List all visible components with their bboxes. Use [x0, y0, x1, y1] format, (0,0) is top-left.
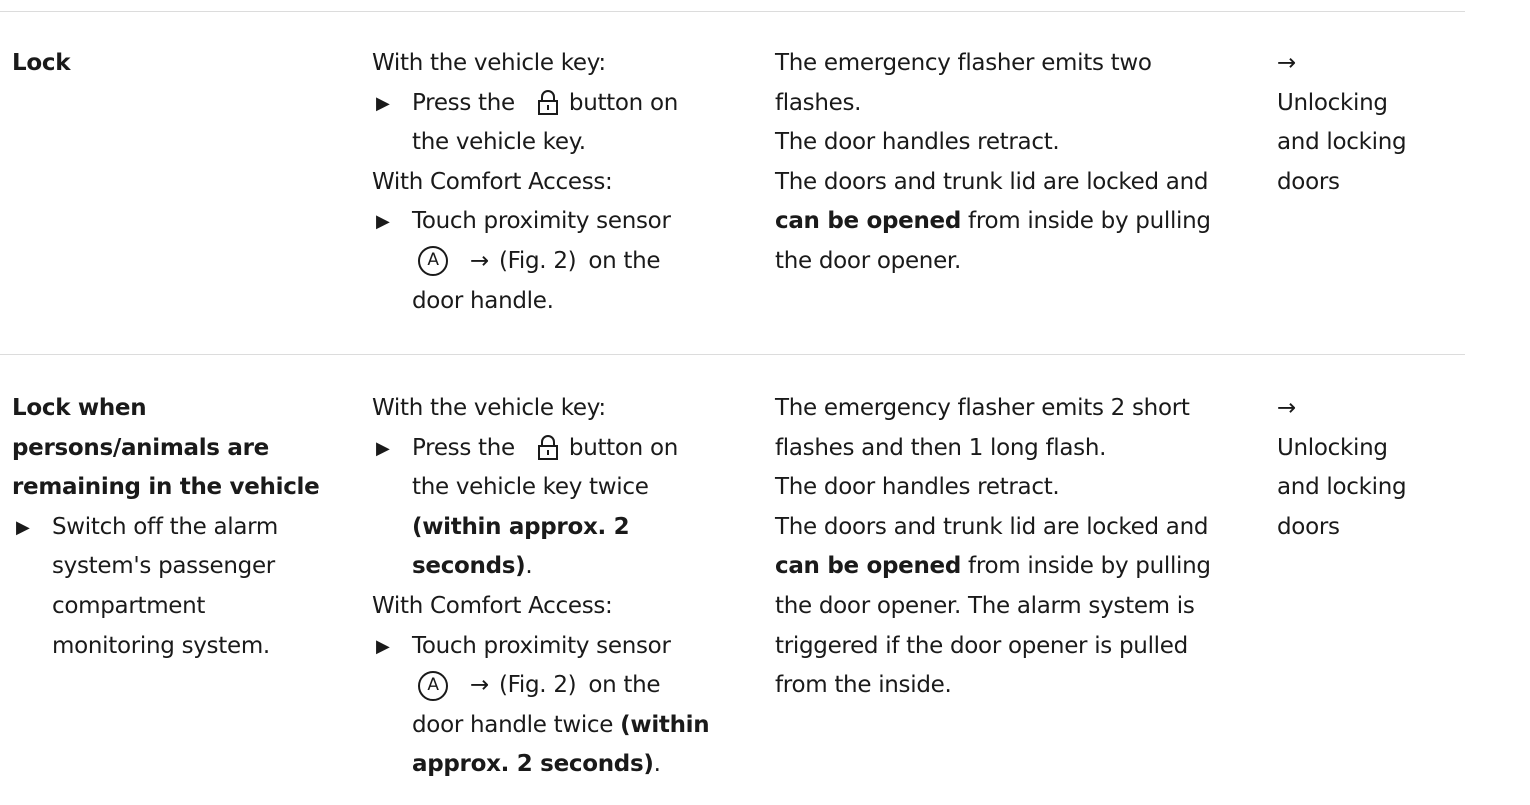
table-top-rule	[0, 11, 1465, 12]
action-title: Lock when	[12, 395, 147, 421]
key-heading: With the vehicle key:	[372, 395, 606, 421]
arrow-right-icon: →	[1277, 395, 1296, 421]
procedure-cell	[372, 389, 712, 785]
arrow-right-icon[interactable]: →	[470, 672, 489, 699]
arrow-right-icon: →	[1277, 50, 1296, 76]
figure-link[interactable]: (Fig. 2)	[498, 672, 577, 699]
lock-icon	[537, 90, 559, 116]
list-item: ▶ Switch off the alarm system's passenger compartment monitoring system.	[12, 508, 292, 666]
arrow-right-icon[interactable]: →	[470, 247, 489, 274]
procedure-cell	[372, 44, 712, 321]
list-item: ▶ Press the button on the vehicle key twice (within approx. 2 seconds).	[372, 429, 712, 587]
action-cell: Lock when persons/animals are remaining in the vehicle ▶ Switch off the alarm system's passenger compartment monitoring system.	[12, 389, 292, 666]
comfort-heading: With Comfort Access:	[372, 592, 613, 619]
lock-icon	[537, 435, 559, 461]
row-divider	[0, 354, 1465, 355]
bullet-icon: ▶	[376, 635, 390, 657]
figure-link[interactable]: (Fig. 2)	[498, 247, 577, 274]
action-cell	[12, 44, 292, 84]
cross-reference-link[interactable]: → Unlocking and locking doors	[1277, 44, 1437, 202]
key-heading: With the vehicle key:	[372, 50, 606, 76]
list-item: ▶ Touch proximity sensor A → (Fig. 2) on the door handle.	[372, 202, 712, 321]
result-cell: The emergency flasher emits two flashes. The door handles retract. The doors and trunk lid are locked and can be opened from inside by pulling the door opener.	[775, 50, 1211, 274]
result-cell: The emergency flasher emits 2 short flashes and then 1 long flash. The door handles retract. The doors and trunk lid are locked and can be opened from inside by pulling the door opener. The alarm system is triggered if the door opener is pulled from the inside.	[775, 395, 1211, 699]
bullet-icon: ▶	[376, 211, 390, 233]
bullet-icon: ▶	[376, 437, 390, 459]
sensor-a-icon: A	[418, 671, 448, 701]
list-item: ▶ Press the button on the vehicle key.	[372, 84, 712, 163]
cross-reference-link[interactable]: → Unlocking and locking doors	[1277, 389, 1437, 547]
action-title: Lock	[12, 50, 71, 76]
list-item: ▶ Touch proximity sensor A → (Fig. 2) on the door handle twice (within approx. 2 seconds).	[372, 627, 712, 785]
bullet-icon: ▶	[16, 516, 30, 538]
bullet-icon: ▶	[376, 92, 390, 114]
sensor-a-icon: A	[418, 246, 448, 276]
comfort-heading: With Comfort Access:	[372, 168, 613, 195]
